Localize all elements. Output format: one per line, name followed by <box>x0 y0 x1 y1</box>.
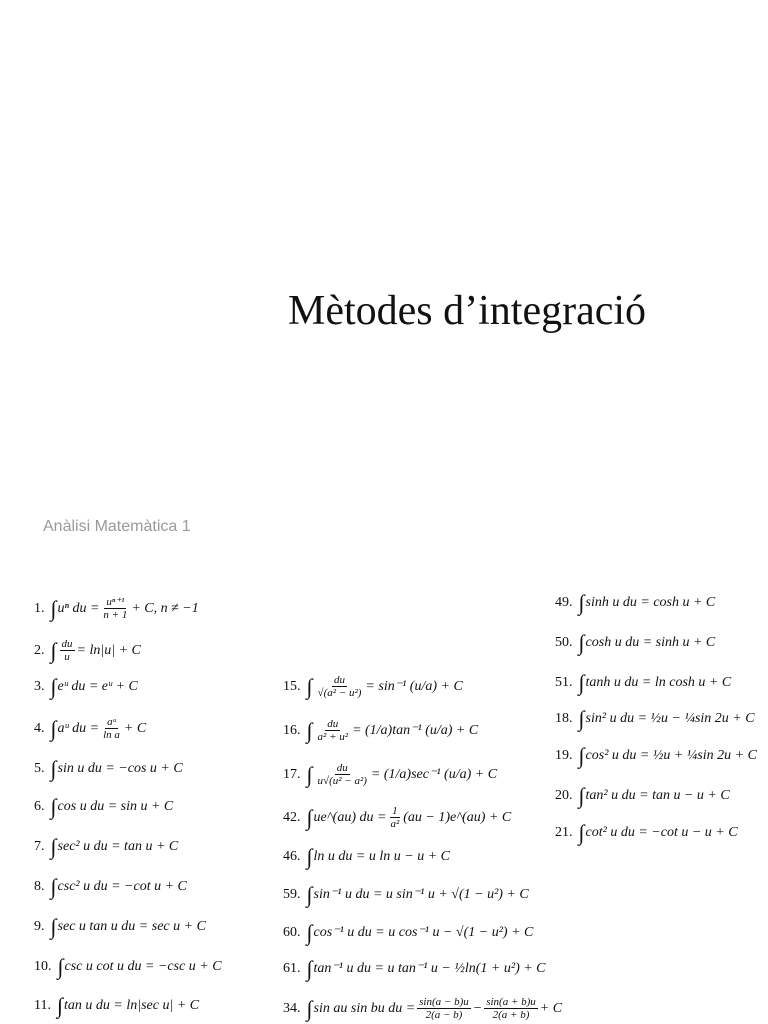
integral-sign: ∫ <box>306 761 313 787</box>
formula-20 <box>555 783 730 808</box>
integral-sign: ∫ <box>306 956 313 981</box>
fraction-denominator: n + 1 <box>103 609 128 621</box>
formula-expression: tan² u du = tan u − u + C <box>585 788 730 803</box>
formula-number: 5. <box>34 761 45 776</box>
integral-sign: ∫ <box>50 595 57 621</box>
formula-number: 11. <box>34 998 51 1013</box>
integral-sign: ∫ <box>306 995 313 1021</box>
fraction <box>316 674 364 699</box>
integral-sign: ∫ <box>306 673 313 699</box>
formula-3 <box>34 674 138 699</box>
fraction-numerator: sin(a − b)u <box>419 996 469 1008</box>
formula-number: 19. <box>555 748 573 763</box>
formula-59 <box>283 882 529 907</box>
formula-expression: sin au sin bu du = <box>313 1000 416 1016</box>
formula-expression: cos u du = sin u + C <box>57 799 174 814</box>
formula-expression: aᵘ du = <box>57 720 100 736</box>
formula-17 <box>283 762 497 787</box>
formula-number: 21. <box>555 825 573 840</box>
formula-4 <box>34 716 146 741</box>
formula-number: 10. <box>34 959 52 974</box>
fraction <box>388 805 401 830</box>
formula-number: 49. <box>555 595 573 610</box>
formula-expression: eᵘ du = eᵘ + C <box>57 679 138 694</box>
integral-sign: ∫ <box>578 630 585 655</box>
formula-18 <box>555 706 755 731</box>
integral-sign: ∫ <box>578 706 585 731</box>
formula-number: 3. <box>34 679 45 694</box>
formula-11 <box>34 993 200 1018</box>
formula-16 <box>283 718 478 743</box>
integral-sign: ∫ <box>50 874 57 899</box>
formula-50 <box>555 630 716 655</box>
formula-number: 15. <box>283 678 301 694</box>
formula-expression: sec² u du = tan u + C <box>57 839 179 854</box>
integral-sign: ∫ <box>50 637 57 663</box>
integral-sign: ∫ <box>306 882 313 907</box>
fraction <box>316 718 351 743</box>
slide-subtitle: Anàlisi Matemàtica 1 <box>43 518 191 535</box>
integral-sign: ∫ <box>306 920 313 945</box>
formula-number: 59. <box>283 887 301 902</box>
formula-number: 8. <box>34 879 45 894</box>
formula-number: 60. <box>283 925 301 940</box>
fraction-denominator: a² <box>390 818 400 830</box>
formula-number: 42. <box>283 809 301 825</box>
integral-sign: ∫ <box>306 804 313 830</box>
formula-51 <box>555 670 732 695</box>
integral-sign: ∫ <box>50 794 57 819</box>
integral-sign: ∫ <box>578 590 585 615</box>
formula-49 <box>555 590 716 615</box>
fraction-numerator: aᵘ <box>107 716 116 728</box>
formula-tail: = (1/a)sec⁻¹ (u/a) + C <box>370 766 498 782</box>
formula-expression: uⁿ du = <box>57 600 100 616</box>
formula-expression: csc u cot u du = −csc u + C <box>64 959 222 974</box>
formula-19 <box>555 743 757 768</box>
formula-number: 61. <box>283 961 301 976</box>
fraction-numerator: du <box>333 674 345 686</box>
formula-expression: cos⁻¹ u du = u cos⁻¹ u − √(1 − u²) + C <box>313 925 534 940</box>
formula-number: 46. <box>283 849 301 864</box>
formula-number: 6. <box>34 799 45 814</box>
formula-61 <box>283 956 546 981</box>
formula-expression: cos² u du = ½u + ¼sin 2u + C <box>585 748 757 763</box>
fraction <box>101 716 122 741</box>
fraction <box>484 996 538 1021</box>
integral-sign: ∫ <box>306 717 313 743</box>
formula-1 <box>34 596 199 621</box>
fraction-denominator: u <box>64 651 70 663</box>
fraction-numerator: du <box>61 638 73 650</box>
integral-sign: ∫ <box>57 954 64 979</box>
formula-number: 1. <box>34 600 45 616</box>
formula-10 <box>34 954 222 979</box>
fraction-numerator: uⁿ⁺¹ <box>106 596 125 608</box>
integral-sign: ∫ <box>306 844 313 869</box>
integral-sign: ∫ <box>578 783 585 808</box>
formula-2 <box>34 638 141 663</box>
integral-sign: ∫ <box>578 743 585 768</box>
fraction-denominator: 2(a + b) <box>492 1009 530 1021</box>
formula-number: 18. <box>555 711 573 726</box>
formula-expression: ue^(au) du = <box>313 809 387 825</box>
formula-expression: cosh u du = sinh u + C <box>585 635 716 650</box>
fraction-numerator: du <box>336 762 348 774</box>
formula-tail: = ln|u| + C <box>76 642 141 658</box>
formula-number: 7. <box>34 839 45 854</box>
fraction-denominator: 2(a − b) <box>425 1009 463 1021</box>
formula-34 <box>283 996 562 1021</box>
formula-5 <box>34 756 183 781</box>
slide-title: Mètodes d’integració <box>288 288 647 334</box>
integral-sign: ∫ <box>50 914 57 939</box>
formula-number: 20. <box>555 788 573 803</box>
fraction-numerator: sin(a + b)u <box>486 996 536 1008</box>
fraction <box>101 596 129 621</box>
formula-42 <box>283 805 511 830</box>
formula-number: 51. <box>555 675 573 690</box>
formula-expression: sin² u du = ½u − ¼sin 2u + C <box>585 711 755 726</box>
formula-expression: sin⁻¹ u du = u sin⁻¹ u + √(1 − u²) + C <box>313 887 529 902</box>
integral-sign: ∫ <box>50 756 57 781</box>
formula-expression: csc² u du = −cot u + C <box>57 879 187 894</box>
integral-sign: ∫ <box>50 715 57 741</box>
formula-expression: tan⁻¹ u du = u tan⁻¹ u − ½ln(1 + u²) + C <box>313 961 546 976</box>
formula-expression: tanh u du = ln cosh u + C <box>585 675 732 690</box>
formula-expression: tan u du = ln|sec u| + C <box>64 998 200 1013</box>
formula-number: 34. <box>283 1000 301 1016</box>
formula-9 <box>34 914 206 939</box>
fraction <box>316 762 369 787</box>
formula-expression: sinh u du = cosh u + C <box>585 595 716 610</box>
formula-expression: ln u du = u ln u − u + C <box>313 849 450 864</box>
fraction-denominator: ln a <box>103 729 120 741</box>
formula-number: 4. <box>34 720 45 736</box>
formula-number: 16. <box>283 722 301 738</box>
integral-sign: ∫ <box>50 674 57 699</box>
formula-number: 9. <box>34 919 45 934</box>
formula-number: 2. <box>34 642 45 658</box>
formula-46 <box>283 844 450 869</box>
fraction <box>417 996 471 1021</box>
formula-tail: + C <box>539 1000 563 1016</box>
fraction-numerator: 1 <box>392 805 398 817</box>
formula-21 <box>555 820 738 845</box>
integral-sign: ∫ <box>50 834 57 859</box>
integral-sign: ∫ <box>578 670 585 695</box>
formula-8 <box>34 874 187 899</box>
formula-expression: sin u du = −cos u + C <box>57 761 183 776</box>
formula-expression: sec u tan u du = sec u + C <box>57 919 206 934</box>
fraction-numerator: du <box>327 718 339 730</box>
formula-7 <box>34 834 179 859</box>
formula-6 <box>34 794 174 819</box>
formula-60 <box>283 920 534 945</box>
formula-number: 50. <box>555 635 573 650</box>
formula-expression: cot² u du = −cot u − u + C <box>585 825 738 840</box>
formula-tail: (au − 1)e^(au) + C <box>403 809 512 825</box>
integral-sign: ∫ <box>578 820 585 845</box>
fraction-denominator: a² + u² <box>317 731 349 743</box>
formula-minus: − <box>472 1000 483 1016</box>
formula-number: 17. <box>283 766 301 782</box>
fraction-denominator: √(a² − u²) <box>317 687 362 699</box>
formula-tail: = (1/a)tan⁻¹ (u/a) + C <box>352 722 479 738</box>
integral-sign: ∫ <box>56 993 64 1018</box>
formula-tail: + C <box>123 720 147 736</box>
fraction <box>60 638 75 663</box>
formula-tail: + C, n ≠ −1 <box>131 600 199 616</box>
fraction-denominator: u√(u² − a²) <box>317 775 367 787</box>
formula-15 <box>283 674 463 699</box>
formula-tail: = sin⁻¹ (u/a) + C <box>365 678 463 694</box>
